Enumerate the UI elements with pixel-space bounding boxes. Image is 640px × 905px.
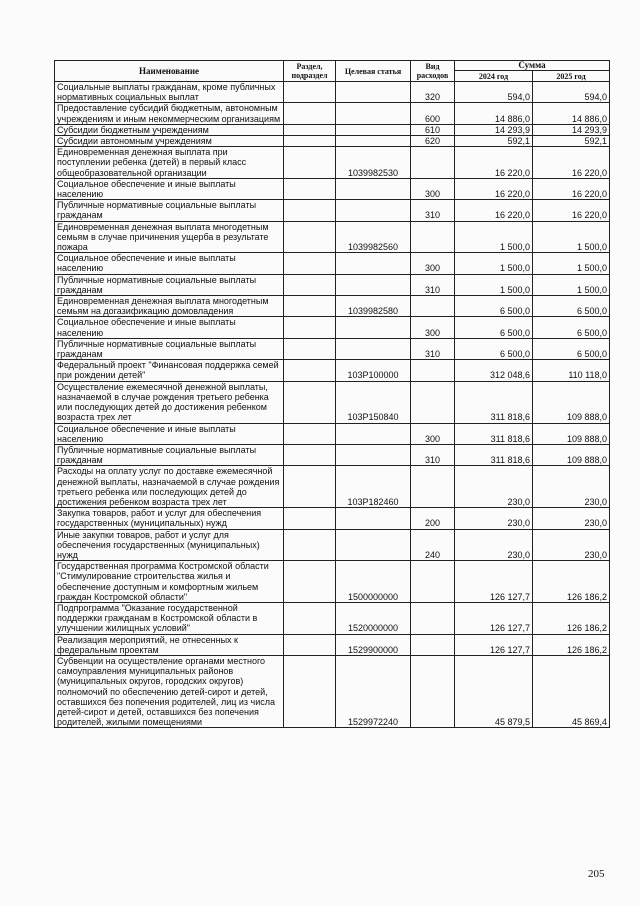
cell-target — [336, 274, 411, 295]
cell-target: 103P182460 — [336, 466, 411, 508]
header-name: Наименование — [55, 61, 284, 82]
cell-sum-2024: 230,0 — [455, 529, 533, 561]
cell-type — [411, 602, 455, 634]
cell-name: Единовременная денежная выплата многодетным семьям на догазификацию домовладения — [55, 296, 284, 317]
cell-sum-2025: 109 888,0 — [533, 423, 610, 444]
cell-type: 620 — [411, 136, 455, 147]
cell-type — [411, 466, 455, 508]
cell-section — [284, 381, 336, 423]
table-row — [55, 253, 610, 274]
cell-sum-2025: 1 500,0 — [533, 221, 610, 253]
cell-sum-2024: 126 127,7 — [455, 634, 533, 655]
table-row — [55, 103, 610, 124]
cell-section — [284, 82, 336, 103]
cell-section — [284, 634, 336, 655]
cell-sum-2024: 1 500,0 — [455, 221, 533, 253]
cell-type: 310 — [411, 444, 455, 465]
header-section: Раздел, подраздел — [284, 61, 336, 82]
cell-sum-2024: 6 500,0 — [455, 317, 533, 338]
cell-type — [411, 634, 455, 655]
cell-sum-2025: 230,0 — [533, 508, 610, 529]
cell-name: Иные закупки товаров, работ и услуг для обеспечения государственных (муниципальных) нужд — [55, 529, 284, 561]
cell-name: Государственная программа Костромской области "Стимулирование строительства жилья и обеспечение доступным и комфортным жильем граждан Костромской области" — [55, 561, 284, 603]
cell-sum-2024: 230,0 — [455, 508, 533, 529]
cell-type: 200 — [411, 508, 455, 529]
cell-sum-2025: 14 293,9 — [533, 124, 610, 135]
cell-sum-2025: 6 500,0 — [533, 338, 610, 359]
cell-name: Единовременная денежная выплата при поступлении ребенка (детей) в первый класс общеобразовательной организации — [55, 147, 284, 179]
cell-sum-2024: 16 220,0 — [455, 200, 533, 221]
header-target: Целевая статья — [336, 61, 411, 82]
header-year-2025: 2025 год — [533, 71, 610, 82]
cell-section — [284, 338, 336, 359]
cell-target: 1039982580 — [336, 296, 411, 317]
cell-target — [336, 253, 411, 274]
cell-type — [411, 147, 455, 179]
cell-sum-2024: 594,0 — [455, 82, 533, 103]
cell-sum-2025: 6 500,0 — [533, 317, 610, 338]
table-row — [55, 124, 610, 135]
cell-name: Предоставление субсидий бюджетным, автономным учреждениям и иным некоммерческим организациям — [55, 103, 284, 124]
cell-target: 103P150840 — [336, 381, 411, 423]
cell-target: 1039982530 — [336, 147, 411, 179]
cell-sum-2024: 6 500,0 — [455, 296, 533, 317]
cell-sum-2024: 311 818,6 — [455, 423, 533, 444]
cell-type — [411, 561, 455, 603]
cell-type: 300 — [411, 317, 455, 338]
cell-target — [336, 124, 411, 135]
cell-sum-2025: 16 220,0 — [533, 147, 610, 179]
cell-type: 300 — [411, 423, 455, 444]
table-header-row — [55, 61, 610, 71]
cell-sum-2024: 311 818,6 — [455, 381, 533, 423]
cell-name: Закупка товаров, работ и услуг для обеспечения государственных (муниципальных) нужд — [55, 508, 284, 529]
table-row — [55, 338, 610, 359]
table-row — [55, 561, 610, 603]
cell-sum-2025: 594,0 — [533, 82, 610, 103]
table-row — [55, 317, 610, 338]
cell-type: 320 — [411, 82, 455, 103]
cell-sum-2024: 14 886,0 — [455, 103, 533, 124]
cell-sum-2025: 45 869,4 — [533, 655, 610, 727]
cell-type — [411, 221, 455, 253]
cell-section — [284, 423, 336, 444]
cell-type: 310 — [411, 274, 455, 295]
cell-name: Социальные выплаты гражданам, кроме публичных нормативных социальных выплат — [55, 82, 284, 103]
table-row — [55, 423, 610, 444]
cell-section — [284, 317, 336, 338]
cell-sum-2024: 1 500,0 — [455, 274, 533, 295]
cell-section — [284, 200, 336, 221]
table-row — [55, 136, 610, 147]
table-row — [55, 508, 610, 529]
header-sum: Сумма — [455, 61, 610, 71]
cell-target: 1529972240 — [336, 655, 411, 727]
cell-target — [336, 338, 411, 359]
cell-name: Социальное обеспечение и иные выплаты населению — [55, 423, 284, 444]
header-year-2024: 2024 год — [455, 71, 533, 82]
cell-sum-2025: 16 220,0 — [533, 178, 610, 199]
cell-section — [284, 444, 336, 465]
cell-target — [336, 508, 411, 529]
cell-sum-2024: 16 220,0 — [455, 147, 533, 179]
cell-name: Подпрограмма "Оказание государственной поддержки гражданам в Костромской области в улучшении жилищных условий" — [55, 602, 284, 634]
cell-section — [284, 655, 336, 727]
cell-sum-2025: 6 500,0 — [533, 296, 610, 317]
cell-sum-2025: 230,0 — [533, 529, 610, 561]
table-row — [55, 178, 610, 199]
cell-sum-2024: 312 048,6 — [455, 360, 533, 381]
cell-target — [336, 317, 411, 338]
table-row — [55, 360, 610, 381]
cell-section — [284, 561, 336, 603]
cell-type — [411, 296, 455, 317]
table-row — [55, 381, 610, 423]
cell-sum-2024: 230,0 — [455, 466, 533, 508]
cell-name: Реализация мероприятий, не отнесенных к федеральным проектам — [55, 634, 284, 655]
cell-section — [284, 508, 336, 529]
table-row — [55, 602, 610, 634]
cell-type: 300 — [411, 178, 455, 199]
cell-name: Расходы на оплату услуг по доставке ежемесячной денежной выплаты, назначаемой в случае рождения третьего ребенка или последующих детей до достижения ребенком возраста трех лет — [55, 466, 284, 508]
page-number: 205 — [588, 868, 605, 880]
cell-section — [284, 274, 336, 295]
cell-target — [336, 423, 411, 444]
cell-name: Осуществление ежемесячной денежной выплаты, назначаемой в случае рождения третьего ребенка или последующих детей до достижения ребенком возраста трех лет — [55, 381, 284, 423]
cell-name: Социальное обеспечение и иные выплаты населению — [55, 178, 284, 199]
cell-section — [284, 529, 336, 561]
cell-section — [284, 178, 336, 199]
cell-sum-2024: 16 220,0 — [455, 178, 533, 199]
cell-name: Федеральный проект "Финансовая поддержка семей при рождении детей" — [55, 360, 284, 381]
table-row — [55, 444, 610, 465]
cell-type — [411, 381, 455, 423]
cell-target — [336, 103, 411, 124]
cell-section — [284, 602, 336, 634]
budget-table — [54, 60, 610, 728]
cell-target: 1500000000 — [336, 561, 411, 603]
cell-sum-2024: 6 500,0 — [455, 338, 533, 359]
cell-type: 600 — [411, 103, 455, 124]
cell-sum-2025: 16 220,0 — [533, 200, 610, 221]
cell-section — [284, 221, 336, 253]
cell-sum-2025: 1 500,0 — [533, 253, 610, 274]
cell-name: Публичные нормативные социальные выплаты гражданам — [55, 444, 284, 465]
cell-type: 240 — [411, 529, 455, 561]
cell-target — [336, 82, 411, 103]
table-row — [55, 529, 610, 561]
cell-target: 103P100000 — [336, 360, 411, 381]
cell-target — [336, 200, 411, 221]
cell-target — [336, 444, 411, 465]
cell-sum-2025: 230,0 — [533, 466, 610, 508]
cell-section — [284, 136, 336, 147]
cell-sum-2024: 592,1 — [455, 136, 533, 147]
cell-name: Социальное обеспечение и иные выплаты населению — [55, 253, 284, 274]
cell-type: 310 — [411, 338, 455, 359]
cell-sum-2025: 1 500,0 — [533, 274, 610, 295]
table-row — [55, 221, 610, 253]
cell-target: 1039982560 — [336, 221, 411, 253]
cell-name: Публичные нормативные социальные выплаты гражданам — [55, 338, 284, 359]
cell-type: 610 — [411, 124, 455, 135]
cell-sum-2025: 126 186,2 — [533, 561, 610, 603]
cell-target: 1529900000 — [336, 634, 411, 655]
cell-section — [284, 253, 336, 274]
cell-section — [284, 360, 336, 381]
table-row — [55, 655, 610, 727]
table-row — [55, 82, 610, 103]
cell-sum-2024: 1 500,0 — [455, 253, 533, 274]
table-row — [55, 466, 610, 508]
table-row — [55, 634, 610, 655]
cell-section — [284, 147, 336, 179]
cell-sum-2024: 14 293,9 — [455, 124, 533, 135]
cell-name: Субсидии автономным учреждениям — [55, 136, 284, 147]
cell-sum-2024: 311 818,6 — [455, 444, 533, 465]
cell-section — [284, 466, 336, 508]
cell-name: Субсидии бюджетным учреждениям — [55, 124, 284, 135]
cell-section — [284, 296, 336, 317]
cell-type: 300 — [411, 253, 455, 274]
cell-target — [336, 178, 411, 199]
table-row — [55, 274, 610, 295]
table-row — [55, 200, 610, 221]
cell-name: Социальное обеспечение и иные выплаты населению — [55, 317, 284, 338]
cell-type — [411, 655, 455, 727]
cell-sum-2025: 110 118,0 — [533, 360, 610, 381]
cell-sum-2024: 126 127,7 — [455, 602, 533, 634]
header-type: Вид расходов — [411, 61, 455, 82]
cell-sum-2024: 45 879,5 — [455, 655, 533, 727]
cell-sum-2025: 592,1 — [533, 136, 610, 147]
cell-sum-2025: 109 888,0 — [533, 444, 610, 465]
cell-name: Единовременная денежная выплата многодетным семьям в случае причинения ущерба в результате пожара — [55, 221, 284, 253]
table-body — [55, 82, 610, 728]
cell-target — [336, 136, 411, 147]
table-row — [55, 296, 610, 317]
cell-target — [336, 529, 411, 561]
cell-sum-2025: 126 186,2 — [533, 634, 610, 655]
cell-sum-2025: 14 886,0 — [533, 103, 610, 124]
cell-sum-2024: 126 127,7 — [455, 561, 533, 603]
cell-name: Субвенции на осуществление органами местного самоуправления муниципальных районов (муниципальных округов, городских округов) полномочий по обеспечению детей-сирот и детей, оставшихся без попечения родителей, лиц из числа детей-сирот и детей, оставшихся без попечения родителей, жилыми помещениями — [55, 655, 284, 727]
cell-section — [284, 103, 336, 124]
cell-target: 1520000000 — [336, 602, 411, 634]
cell-name: Публичные нормативные социальные выплаты гражданам — [55, 274, 284, 295]
table-row — [55, 147, 610, 179]
cell-sum-2025: 109 888,0 — [533, 381, 610, 423]
cell-type: 310 — [411, 200, 455, 221]
cell-section — [284, 124, 336, 135]
cell-type — [411, 360, 455, 381]
cell-name: Публичные нормативные социальные выплаты гражданам — [55, 200, 284, 221]
cell-sum-2025: 126 186,2 — [533, 602, 610, 634]
